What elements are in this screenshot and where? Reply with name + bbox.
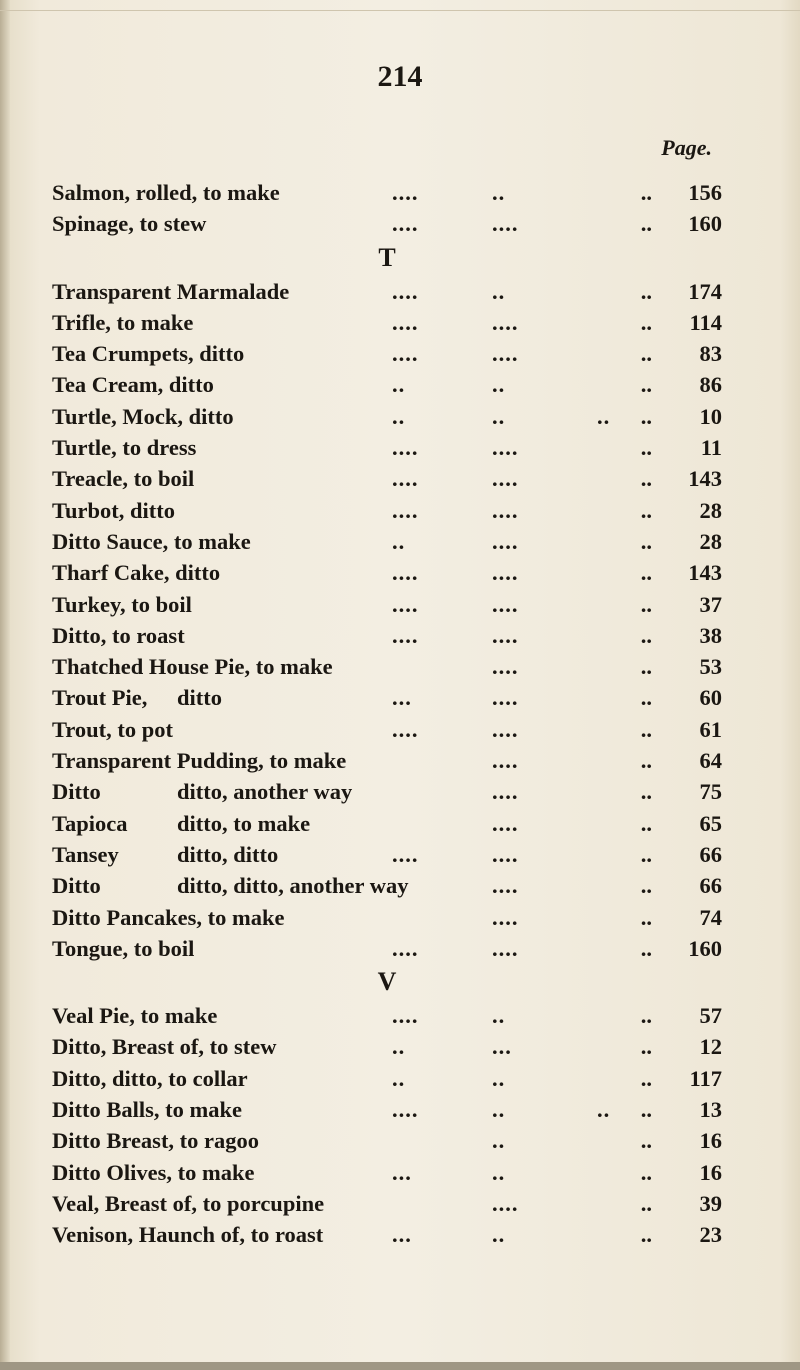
page-bottom-edge bbox=[0, 1362, 800, 1370]
entry-page-number: 114 bbox=[689, 309, 722, 335]
leader-dots: .... bbox=[492, 466, 519, 492]
index-entry bbox=[52, 558, 722, 589]
leader-dots: .... bbox=[392, 1003, 419, 1029]
section-letter: T bbox=[378, 242, 396, 272]
entry-page-number: 53 bbox=[699, 654, 722, 680]
leader-dots: .. bbox=[492, 372, 506, 398]
page-leader-dots: .. bbox=[640, 528, 652, 554]
entry-page-number: 66 bbox=[699, 841, 722, 867]
index-entry bbox=[52, 402, 722, 433]
entry-title: Turkey, to boil bbox=[52, 591, 192, 617]
leader-dots: .... bbox=[392, 716, 419, 742]
index-entry bbox=[52, 1220, 722, 1251]
section-letter: V bbox=[377, 967, 397, 997]
page-leader-dots: .. bbox=[640, 873, 652, 899]
leader-dots: .... bbox=[392, 560, 419, 586]
index-entry bbox=[52, 1189, 722, 1220]
entry-title: Ditto, ditto, to collar bbox=[52, 1065, 248, 1091]
page-leader-dots: .. bbox=[640, 497, 652, 523]
entry-title: Trout Pie, bbox=[52, 685, 148, 711]
entry-page-number: 86 bbox=[699, 372, 722, 398]
entry-page-number: 12 bbox=[699, 1034, 722, 1060]
entry-title: Veal Pie, to make bbox=[52, 1003, 218, 1029]
leader-dots: .... bbox=[492, 904, 519, 930]
index-entry bbox=[52, 308, 722, 339]
leader-dots: .... bbox=[492, 622, 519, 648]
leader-dots: .. bbox=[492, 1128, 506, 1154]
page-leader-dots: .. bbox=[640, 810, 652, 836]
page-leader-dots: .. bbox=[640, 211, 652, 237]
entry-title: Ditto, to roast bbox=[52, 622, 185, 648]
page-leader-dots: .. bbox=[640, 591, 652, 617]
index-entry bbox=[52, 1001, 722, 1032]
entry-page-number: 65 bbox=[699, 810, 722, 836]
leader-dots: .... bbox=[392, 622, 419, 648]
leader-dots: ... bbox=[392, 1222, 412, 1248]
index-entry bbox=[52, 652, 722, 683]
page-leader-dots: .. bbox=[640, 466, 652, 492]
leader-dots: .. bbox=[392, 403, 406, 429]
entry-title: Ditto Balls, to make bbox=[52, 1097, 242, 1123]
entry-page-number: 156 bbox=[688, 180, 722, 205]
page-leader-dots: .. bbox=[640, 341, 652, 367]
leader-dots: .... bbox=[392, 341, 419, 367]
index-entry bbox=[52, 1032, 722, 1063]
entry-page-number: 66 bbox=[699, 873, 722, 899]
page-leader-dots: .. bbox=[640, 1190, 652, 1216]
page-leader-dots: .. bbox=[640, 935, 652, 961]
index-entry bbox=[52, 464, 722, 495]
page-leader-dots: .. bbox=[640, 435, 652, 461]
entry-subtitle: ditto, another way bbox=[177, 779, 353, 805]
leader-dots: .... bbox=[492, 685, 519, 711]
entry-page-number: 160 bbox=[688, 935, 722, 961]
index-entry bbox=[52, 840, 722, 871]
page-leader-dots: .. bbox=[640, 779, 652, 805]
page-leader-dots: .. bbox=[640, 841, 652, 867]
leader-dots: .... bbox=[392, 278, 419, 304]
entry-title: Tea Crumpets, ditto bbox=[52, 341, 245, 367]
page-leader-dots: .. bbox=[640, 372, 652, 398]
leader-dots: .... bbox=[392, 309, 419, 335]
leader-dots: .... bbox=[492, 748, 519, 774]
leader-dots: .... bbox=[492, 528, 519, 554]
page-leader-dots: .. bbox=[640, 1159, 652, 1185]
entry-title: Tongue, to boil bbox=[52, 935, 195, 961]
leader-dots: .... bbox=[492, 779, 519, 805]
leader-dots: .... bbox=[492, 654, 519, 680]
entry-title: Ditto bbox=[52, 779, 101, 805]
entry-page-number: 38 bbox=[699, 622, 722, 648]
leader-dots: .... bbox=[492, 341, 519, 367]
entry-page-number: 174 bbox=[688, 278, 722, 304]
entry-page-number: 143 bbox=[688, 466, 722, 492]
index-list bbox=[52, 178, 722, 1252]
entry-title: Ditto Pancakes, to make bbox=[52, 904, 285, 930]
entry-title: Ditto, Breast of, to stew bbox=[52, 1034, 277, 1060]
index-entry bbox=[52, 809, 722, 840]
index-entry bbox=[52, 209, 722, 240]
page-leader-dots: .. bbox=[640, 716, 652, 742]
entry-subtitle: ditto, to make bbox=[177, 810, 311, 836]
leader-dots: .... bbox=[392, 841, 419, 867]
entry-title: Tapioca bbox=[52, 810, 128, 836]
leader-dots: .... bbox=[492, 810, 519, 836]
index-entry bbox=[52, 683, 722, 714]
entry-page-number: 61 bbox=[699, 716, 722, 742]
page-leader-dots: .. bbox=[640, 403, 652, 429]
index-entry bbox=[52, 871, 722, 902]
entry-subtitle: ditto bbox=[177, 685, 222, 711]
leader-dots: .. bbox=[492, 1065, 506, 1091]
entry-title: Trout, to pot bbox=[52, 716, 174, 742]
page-leader-dots: .. bbox=[640, 1222, 652, 1248]
index-entry bbox=[52, 777, 722, 808]
entry-page-number: 57 bbox=[699, 1003, 722, 1029]
entry-title: Tansey bbox=[52, 841, 119, 867]
entry-title: Salmon, rolled, to make bbox=[52, 180, 280, 205]
entry-title: Turtle, Mock, ditto bbox=[52, 403, 234, 429]
page-column-header: Page. bbox=[661, 135, 712, 160]
leader-dots: ... bbox=[392, 685, 412, 711]
leader-dots: .... bbox=[492, 560, 519, 586]
entry-title: Tea Cream, ditto bbox=[52, 372, 214, 398]
entry-title: Transparent Pudding, to make bbox=[52, 748, 347, 774]
entry-title: Trifle, to make bbox=[52, 309, 194, 335]
page-leader-dots: .. bbox=[640, 309, 652, 335]
page-leader-dots: .. bbox=[640, 622, 652, 648]
page-leader-dots: .. bbox=[640, 560, 652, 586]
page-leader-dots: .. bbox=[640, 904, 652, 930]
page-leader-dots: .. bbox=[640, 654, 652, 680]
entry-subtitle: ditto, ditto, another way bbox=[177, 873, 409, 899]
leader-dots: .. bbox=[392, 1034, 406, 1060]
index-entry bbox=[52, 715, 722, 746]
entry-page-number: 39 bbox=[699, 1190, 722, 1216]
page-leader-dots: .. bbox=[640, 1097, 652, 1123]
leader-dots: .... bbox=[392, 591, 419, 617]
entry-title: Treacle, to boil bbox=[52, 466, 195, 492]
page-leader-dots: .. bbox=[640, 1003, 652, 1029]
entry-page-number: 143 bbox=[688, 560, 722, 586]
page-leader-dots: .. bbox=[640, 1128, 652, 1154]
leader-dots: .... bbox=[492, 935, 519, 961]
index-entry bbox=[52, 1126, 722, 1157]
entry-title: Spinage, to stew bbox=[52, 211, 207, 237]
entry-subtitle: ditto, ditto bbox=[177, 841, 279, 867]
entry-page-number: 160 bbox=[688, 211, 722, 237]
page-leader-dots: .. bbox=[640, 1065, 652, 1091]
entry-page-number: 60 bbox=[699, 685, 722, 711]
leader-dots: .... bbox=[392, 1097, 419, 1123]
entry-title: Turtle, to dress bbox=[52, 435, 197, 461]
entry-page-number: 16 bbox=[699, 1128, 722, 1154]
index-entry bbox=[52, 339, 722, 370]
entry-page-number: 75 bbox=[699, 779, 722, 805]
index-entry bbox=[52, 934, 722, 965]
leader-dots: ... bbox=[392, 1159, 412, 1185]
leader-dots: .... bbox=[492, 497, 519, 523]
leader-dots: .... bbox=[492, 716, 519, 742]
entry-page-number: 28 bbox=[699, 497, 722, 523]
index-entry bbox=[52, 1095, 722, 1126]
entry-title: Ditto Olives, to make bbox=[52, 1159, 255, 1185]
index-entry bbox=[52, 1158, 722, 1189]
leader-dots: .. bbox=[492, 278, 506, 304]
entry-title: Ditto Sauce, to make bbox=[52, 528, 251, 554]
index-entry bbox=[52, 527, 722, 558]
leader-dots: .. bbox=[492, 180, 506, 205]
entry-title: Transparent Marmalade bbox=[52, 278, 290, 304]
leader-dots: .. bbox=[392, 1065, 406, 1091]
entry-page-number: 37 bbox=[699, 591, 722, 617]
leader-dots: .... bbox=[492, 435, 519, 461]
entry-title: Ditto bbox=[52, 873, 101, 899]
entry-page-number: 10 bbox=[699, 403, 722, 429]
page-leader-dots: .. bbox=[640, 180, 652, 205]
page-spine-shadow bbox=[0, 0, 10, 1370]
leader-dots: .. bbox=[392, 372, 406, 398]
leader-dots: .. bbox=[492, 1097, 506, 1123]
leader-dots: .. bbox=[392, 528, 406, 554]
index-entry bbox=[52, 590, 722, 621]
page-leader-dots: .. bbox=[640, 1034, 652, 1060]
leader-dots: .... bbox=[392, 497, 419, 523]
entry-page-number: 11 bbox=[700, 435, 722, 461]
leader-dots: .... bbox=[492, 309, 519, 335]
leader-dots: .... bbox=[492, 1190, 519, 1216]
leader-dots: ... bbox=[492, 1034, 512, 1060]
leader-dots: .... bbox=[492, 873, 519, 899]
entry-page-number: 83 bbox=[699, 341, 722, 367]
index-entry bbox=[52, 1064, 722, 1095]
entry-page-number: 16 bbox=[699, 1159, 722, 1185]
index-entry bbox=[52, 277, 722, 308]
leader-dots: .... bbox=[492, 841, 519, 867]
index-entry bbox=[52, 496, 722, 527]
leader-dots: .... bbox=[392, 935, 419, 961]
leader-dots: .... bbox=[392, 211, 419, 237]
index-entry bbox=[52, 621, 722, 652]
leader-dots: .... bbox=[392, 180, 419, 205]
index-entry bbox=[52, 370, 722, 401]
page-leader-dots: .. bbox=[640, 278, 652, 304]
page-leader-dots: .. bbox=[640, 748, 652, 774]
entry-page-number: 28 bbox=[699, 528, 722, 554]
leader-dots: .. bbox=[492, 1159, 506, 1185]
page-top-edge bbox=[0, 0, 800, 11]
entry-title: Veal, Breast of, to porcupine bbox=[52, 1190, 325, 1216]
page-number: 214 bbox=[377, 60, 423, 93]
entry-title: Turbot, ditto bbox=[52, 497, 175, 523]
entry-title: Tharf Cake, ditto bbox=[52, 560, 221, 586]
leader-dots: .. bbox=[492, 1003, 506, 1029]
entry-page-number: 64 bbox=[699, 748, 722, 774]
leader-dots: .... bbox=[392, 466, 419, 492]
entry-page-number: 117 bbox=[689, 1065, 722, 1091]
leader-dots: .. bbox=[492, 403, 506, 429]
entry-page-number: 23 bbox=[699, 1222, 722, 1248]
leader-dots: .... bbox=[392, 435, 419, 461]
leader-dots: .. bbox=[597, 403, 611, 429]
entry-title: Venison, Haunch of, to roast bbox=[52, 1222, 324, 1248]
leader-dots: .. bbox=[597, 1097, 611, 1123]
leader-dots: .... bbox=[492, 591, 519, 617]
page-leader-dots: .. bbox=[640, 685, 652, 711]
leader-dots: .. bbox=[492, 1222, 506, 1248]
entry-page-number: 13 bbox=[699, 1097, 722, 1123]
entry-title: Ditto Breast, to ragoo bbox=[52, 1128, 260, 1154]
index-entry bbox=[52, 903, 722, 934]
index-entry bbox=[52, 746, 722, 777]
entry-title: Thatched House Pie, to make bbox=[52, 654, 333, 680]
leader-dots: .... bbox=[492, 211, 519, 237]
entry-page-number: 74 bbox=[699, 904, 722, 930]
index-entry bbox=[52, 433, 722, 464]
index-entry bbox=[52, 178, 722, 209]
